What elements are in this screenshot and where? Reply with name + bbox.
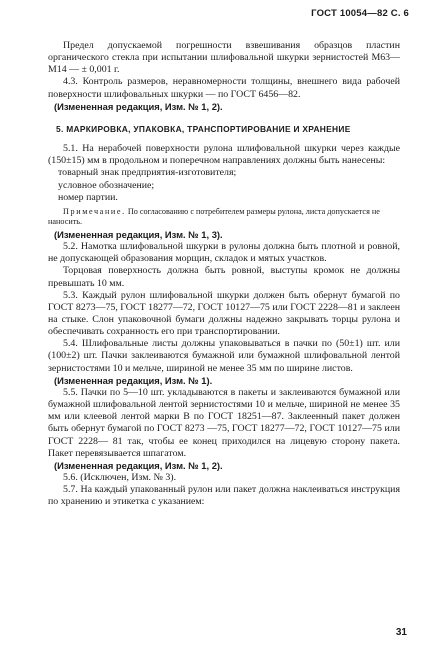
list-item: товарный знак предприятия-изготовителя; (58, 167, 237, 179)
amendment-note: (Измененная редакция, Изм. № 1, 2). (54, 459, 223, 471)
page-header: ГОСТ 10054—82 С. 6 (311, 8, 409, 19)
paragraph-5-4: 5.4. Шлифовальные листы должны упаковываться в пачки по (50±1) шт. или (100±2) шт. Пачки заклеиваются бумажной или бумажной шлифовальной лентой зернистостями 10 и мельче, шириной не менее 35 мм по ширине листов. (48, 338, 400, 374)
amendment-note: (Измененная редакция, Изм. № 1, 2). (54, 100, 223, 112)
note-label: Примечание. (63, 206, 126, 216)
paragraph-5-3: 5.3. Каждый рулон шлифовальной шкурки должен быть обернут бумагой по ГОСТ 8273—75, ГОСТ 18277—72, ГОСТ 10127—75 или ГОСТ 2228—81 и заклеен на стыке. Слон упаковочной бумаги должны надежно закрывать торцы рулона и обеспечивать сохранность его при транспортировании. (48, 289, 400, 338)
paragraph-5-1: 5.1. На нерабочей поверхности рулона шлифовальной шкурки через каждые (150±15) мм в продольном и поперечном направлениях должны быть нанесены: (48, 143, 400, 167)
amendment-note: (Измененная редакция, Изм. № 1, 3). (54, 228, 223, 240)
paragraph-end-surface: Торцовая поверхность должна быть ровной, выступы кромок не должны превышать 10 мм. (48, 265, 400, 289)
list-item: условное обозначение; (58, 179, 155, 191)
paragraph-5-7: 5.7. На каждый упакованный рулон или пакет должна наклеиваться инструкция по хранению и этикетка с указанием: (48, 484, 400, 508)
page-number: 31 (395, 627, 407, 638)
paragraph-5-6: 5.6. (Исключен, Изм. № 3). (63, 472, 177, 483)
list-item: номер партии. (58, 191, 118, 203)
amendment-note: (Измененная редакция, Изм. № 1). (54, 374, 213, 386)
paragraph-5-2: 5.2. Намотка шлифовальной шкурки в рулоны должна быть плотной и ровной, не допускающей образования морщин, складок и мятых участков. (48, 241, 400, 265)
note (48, 207, 400, 228)
document-body (48, 40, 400, 508)
note-text: По согласованию с потребителем размеры рулона, листа допускается не наносить. (48, 206, 380, 227)
paragraph-weighing-error: Предел допускаемой погрешности взвешивания образцов пластин органического стекла при испытании шлифовальной шкурки зернистостей М63—М14 — ± 0,001 г. (48, 40, 400, 76)
paragraph-4-3: 4.3. Контроль размеров, неравномерности толщины, внешнего вида рабочей поверхности шлифовальных шкурки — по ГОСТ 6456—82. (48, 76, 400, 100)
paragraph-5-5: 5.5. Пачки по 5—10 шт. укладываются в пакеты и заклеиваются бумажной или бумажной шлифовальной лентой зернистостями 10 и мельче, шириной не менее 35 мм или клеевой лентой марки В по ГОСТ 18251—87. Заклеенный пакет должен быть обернут бумагой по ГОСТ 8273 —75, ГОСТ 18277—72, ГОСТ 10127—75 или ГОСТ 2228— 81 так, чтобы ее конец приходился на лицевую сторону пакета. Пакет перевязывается шпагатом. (48, 386, 400, 459)
section-heading: 5. МАРКИРОВКА, УПАКОВКА, ТРАНСПОРТИРОВАНИЕ И ХРАНЕНИЕ (56, 123, 351, 134)
